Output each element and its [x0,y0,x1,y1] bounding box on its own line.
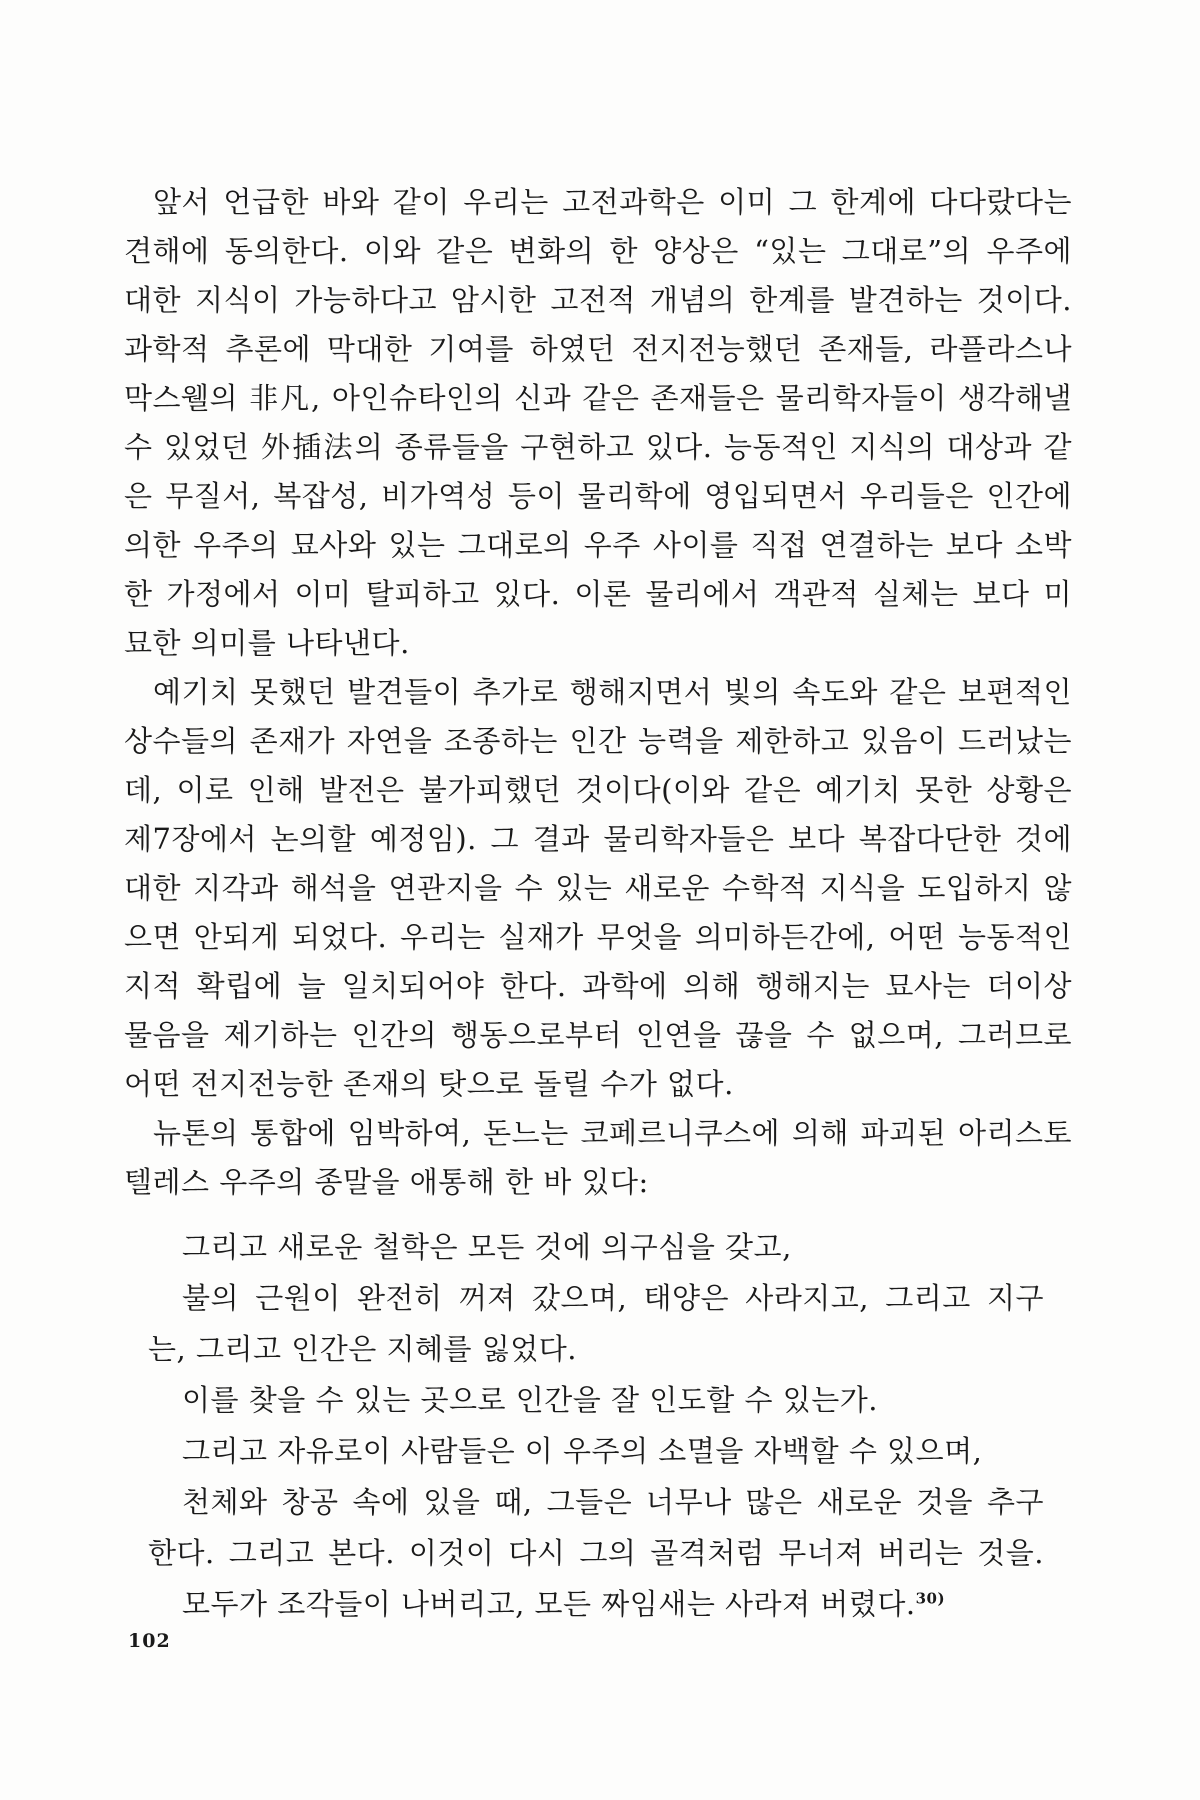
text-line: 어떤 전지전능한 존재의 탓으로 돌릴 수가 없다. [124,1067,734,1101]
text-line: 대한 지각과 해석을 연관지을 수 있는 새로운 수학적 지식을 도입하지 않 [124,871,1072,905]
text-line: 한 가정에서 이미 탈피하고 있다. 이론 물리에서 객관적 실체는 보다 미 [124,577,1072,611]
text-line: 의한 우주의 묘사와 있는 그대로의 우주 사이를 직접 연결하는 보다 소박 [124,528,1072,562]
text-line: 으면 안되게 되었다. 우리는 실재가 무엇을 의미하든간에, 어떤 능동적인 [124,920,1072,954]
text-line: 은 무질서, 복잡성, 비가역성 등이 물리학에 영입되면서 우리들은 인간에 [124,479,1072,513]
text-line: 묘한 의미를 나타낸다. [124,626,410,660]
text-line: 데, 이로 인해 발전은 불가피했던 것이다(이와 같은 예기치 못한 상황은 [124,773,1072,807]
quote-line: 천체와 창공 속에 있을 때, 그들은 너무나 많은 새로운 것을 추구 [182,1485,1044,1519]
text-line: 과학적 추론에 막대한 기여를 하였던 전지전능했던 존재들, 라플라스나 [124,332,1072,366]
text-line: 상수들의 존재가 자연을 조종하는 인간 능력을 제한하고 있음이 드러났는 [124,724,1072,758]
text-line: 물음을 제기하는 인간의 행동으로부터 인연을 끊을 수 없으며, 그러므로 [124,1018,1072,1052]
quote-line: 그리고 자유로이 사람들은 이 우주의 소멸을 자백할 수 있으며, [182,1434,983,1468]
quote-line: 한다. 그리고 본다. 이것이 다시 그의 골격처럼 무너져 버리는 것을. [148,1536,1044,1570]
text-line: 견해에 동의한다. 이와 같은 변화의 한 양상은 “있는 그대로”의 우주에 [124,234,1072,268]
text-line: 수 있었던 外插法의 종류들을 구현하고 있다. 능동적인 지식의 대상과 같 [124,430,1072,464]
text-line: 예기치 못했던 발견들이 추가로 행해지면서 빛의 속도와 같은 보편적인 [153,675,1072,709]
quote-line-last [124,1579,1044,1630]
quote-line: 불의 근원이 완전히 꺼져 갔으며, 태양은 사라지고, 그리고 지구 [182,1281,1044,1315]
block-quote [124,1222,1044,1630]
body-text [124,178,1072,1207]
text-line: 텔레스 우주의 종말을 애통해 한 바 있다: [124,1165,649,1199]
footnote-marker: 30) [915,1589,946,1608]
page-number: 102 [128,1630,171,1652]
text-line: 지적 확립에 늘 일치되어야 한다. 과학에 의해 행해지는 묘사는 더이상 [124,969,1072,1003]
text-line: 뉴톤의 통합에 임박하여, 돈느는 코페르니쿠스에 의해 파괴된 아리스토 [153,1116,1072,1150]
quote-line-text: 모두가 조각들이 나버리고, 모든 짜임새는 사라져 버렸다. [182,1587,916,1621]
text-line: 앞서 언급한 바와 같이 우리는 고전과학은 이미 그 한계에 다다랐다는 [153,185,1072,219]
quote-line: 이를 찾을 수 있는 곳으로 인간을 잘 인도할 수 있는가. [182,1383,878,1417]
text-line: 막스웰의 非凡, 아인슈타인의 신과 같은 존재들은 물리학자들이 생각해낼 [124,381,1072,415]
quote-line: 그리고 새로운 철학은 모든 것에 의구심을 갖고, [182,1230,792,1264]
text-line: 대한 지식이 가능하다고 암시한 고전적 개념의 한계를 발견하는 것이다. [124,283,1072,317]
text-line: 제7장에서 논의할 예정임). 그 결과 물리학자들은 보다 복잡다단한 것에 [124,822,1072,856]
quote-line: 는, 그리고 인간은 지혜를 잃었다. [148,1332,577,1366]
